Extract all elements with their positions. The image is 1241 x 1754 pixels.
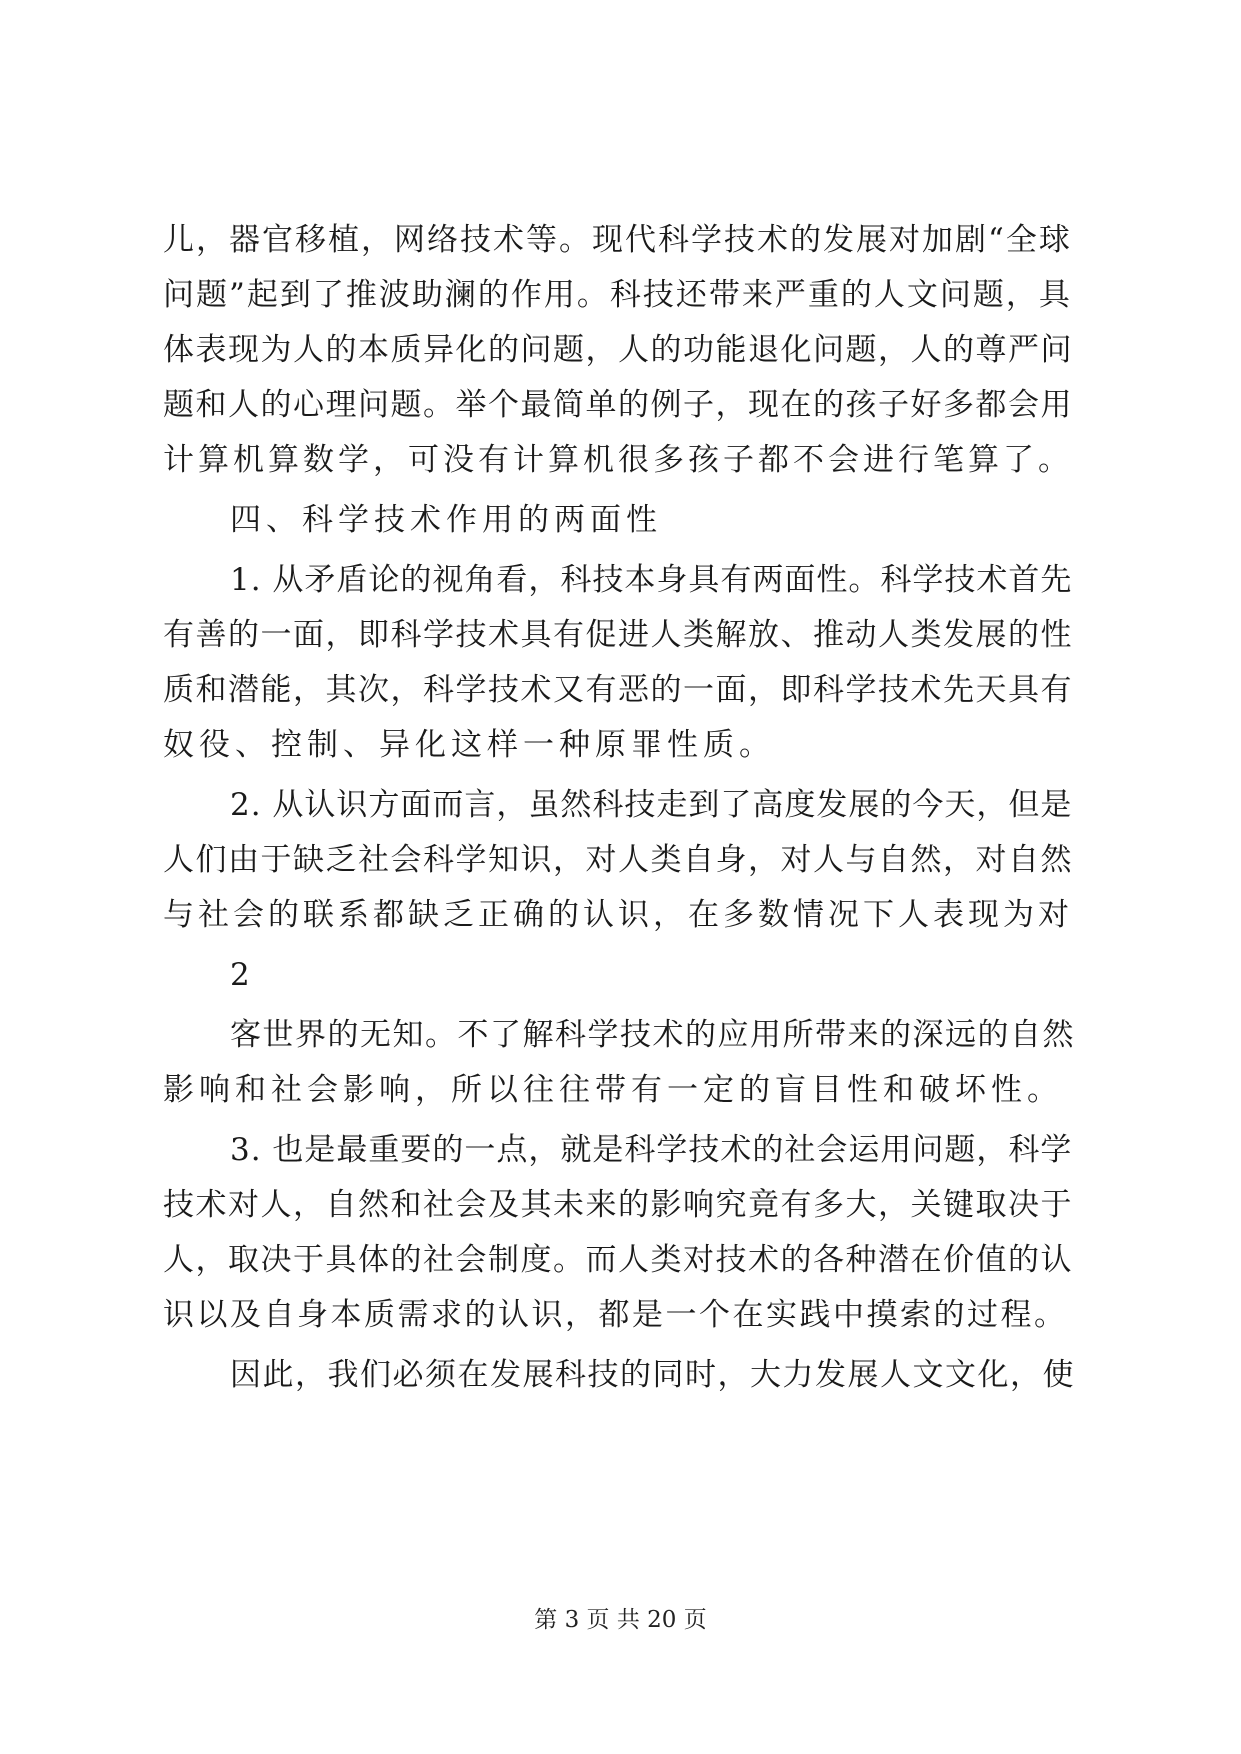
body-line: 体表现为人的本质异化的问题，人的功能退化问题，人的尊严问 <box>163 332 1073 368</box>
inline-page-number: 2 <box>230 957 255 993</box>
body-line: 3. 也是最重要的一点，就是科学技术的社会运用问题，科学 <box>230 1132 1073 1168</box>
body-line: 2. 从认识方面而言，虽然科技走到了高度发展的今天，但是 <box>230 787 1073 823</box>
body-line: 问题”起到了推波助澜的作用。科技还带来严重的人文问题，具 <box>163 277 1072 313</box>
body-line: 计算机算数学，可没有计算机很多孩子都不会进行笔算了。 <box>163 442 1073 478</box>
body-line: 1. 从矛盾论的视角看，科技本身具有两面性。科学技术首先 <box>230 562 1073 598</box>
body-line: 影响和社会影响，所以往往带有一定的盲目性和破坏性。 <box>163 1072 1063 1108</box>
body-line: 识以及自身本质需求的认识，都是一个在实践中摸索的过程。 <box>163 1297 1068 1333</box>
body-line: 儿，器官移植，网络技术等。现代科学技术的发展对加剧“全球 <box>163 222 1072 258</box>
body-line: 有善的一面，即科学技术具有促进人类解放、推动人类发展的性 <box>163 617 1073 653</box>
body-line: 人们由于缺乏社会科学知识，对人类自身，对人与自然，对自然 <box>163 842 1073 878</box>
body-line: 因此，我们必须在发展科技的同时，大力发展人文文化，使 <box>230 1357 1075 1393</box>
body-line: 题和人的心理问题。举个最简单的例子，现在的孩子好多都会用 <box>163 387 1073 423</box>
page-footer: 第 3 页 共 20 页 <box>534 1607 707 1633</box>
body-line: 客世界的无知。不了解科学技术的应用所带来的深远的自然 <box>230 1017 1075 1053</box>
body-line: 人，取决于具体的社会制度。而人类对技术的各种潜在价值的认 <box>163 1242 1073 1278</box>
section-heading: 四、科学技术作用的两面性 <box>230 502 662 538</box>
body-line: 与社会的联系都缺乏正确的认识，在多数情况下人表现为对 <box>163 897 1073 933</box>
body-line: 奴役、控制、异化这样一种原罪性质。 <box>163 727 775 763</box>
body-line: 技术对人，自然和社会及其未来的影响究竟有多大，关键取决于 <box>163 1187 1073 1223</box>
body-line: 质和潜能，其次，科学技术又有恶的一面，即科学技术先天具有 <box>163 672 1073 708</box>
